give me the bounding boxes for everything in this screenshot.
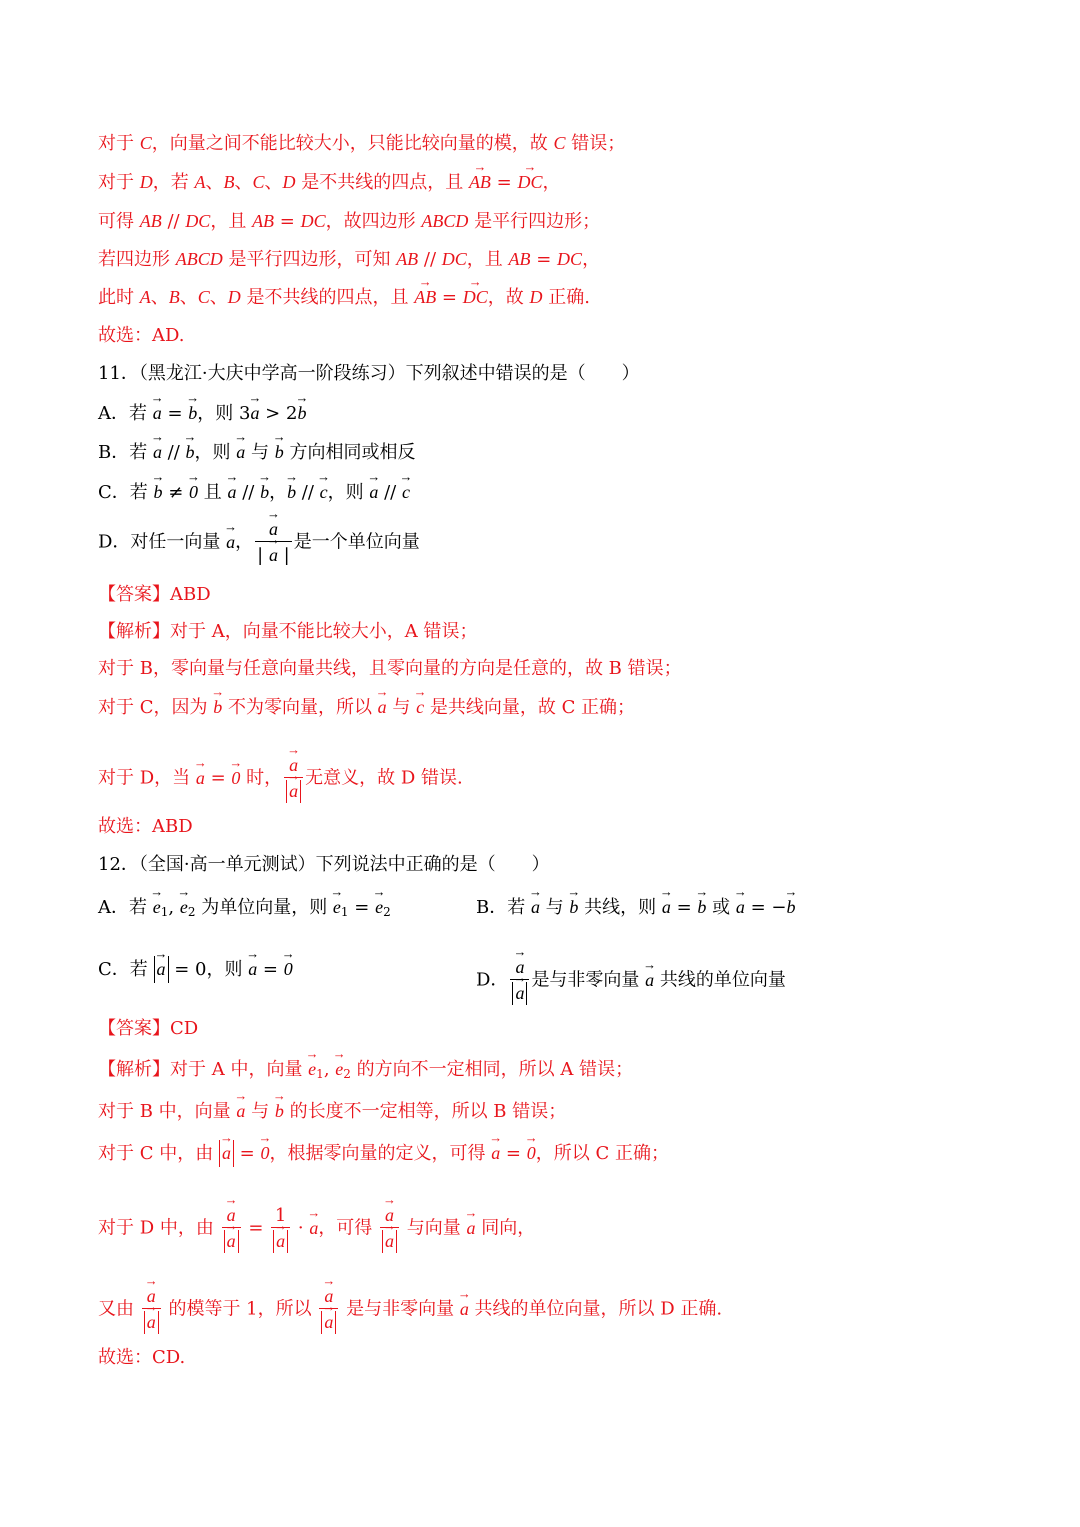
option-a: A．若 → a = → b，则 3→ a > 2→ b (98, 400, 306, 427)
analysis-line (98, 619, 477, 645)
option-c: C．若 → b ≠ → 0 且 → a // → b，→ b // → c，则 → a // → c (98, 479, 410, 506)
option-d: D．对任一向量 → a， → $\frac{a}{| \to a |}$ 是一个单位向量 (98, 518, 420, 567)
explanation-line: 若四边形 ABCD 是平行四边形，可知 AB // DC，且 AB = DC， (98, 249, 601, 270)
explanation-line: 对于 D，若 A、B、C、D 是不共线的四点，且 → AB = → DC， (98, 169, 560, 196)
explanation-line: 又由 → a → a 的模等于 1，所以 → a → a 是与非零向量 → a 共线的单位向量，所以 D 正确. (98, 1285, 722, 1334)
explanation-line: 此时 A、B、C、D 是不共线的四点，且 → AB = → DC，故 D 正确. (98, 284, 590, 311)
answer-line (98, 582, 211, 608)
final-choice: 故选：CD. (98, 1347, 186, 1368)
answer-tag: 【答案】 (98, 584, 170, 605)
option-d: D． → a → a 是与非零向量 → a 共线的单位向量 (476, 956, 786, 1005)
final-choice: 故选：AD. (98, 325, 185, 346)
explanation-line: 对于 D，当 → a = → 0 时， → a → a 无意义，故 D 错误. (98, 754, 463, 803)
answer-line (98, 1016, 198, 1042)
option-b: B．若 → a // → b，则 → a 与 → b 方向相同或相反 (98, 439, 415, 466)
explanation-line: 对于 B 中，向量 → a 与 → b 的长度不一定相等，所以 B 错误； (98, 1098, 566, 1125)
explanation-line: 对于 C 中，由 → a = → 0，根据零向量的定义，可得 → a = → 0，所以 C 正确； (98, 1140, 669, 1167)
analysis-tag: 【解析】 (98, 621, 170, 642)
explanation-line: 对于 D 中，由 → a → a = 1 → a · → a，可得 → a → a 与向量 → a 同向， (98, 1204, 535, 1253)
explanation-line: 可得 AB // DC，且 AB = DC，故四边形 ABCD 是平行四边形； (98, 211, 601, 232)
option-c: C．若 → a = 0，则 → a = → 0 (98, 956, 293, 983)
answer-value: CD (170, 1018, 199, 1039)
answer-value: ABD (170, 584, 211, 605)
explanation-text: 对于 A，向量不能比较大小，A 错误； (170, 621, 478, 642)
analysis-tag: 【解析】 (98, 1059, 170, 1080)
final-choice: 故选：ABD (98, 816, 193, 837)
explanation-line: 对于 C，因为 → b 不为零向量，所以 → a 与 → c 是共线向量，故 C 正确； (98, 694, 635, 721)
option-a: A．若 → $e_1$, → $e_2$ 为单位向量，则 → $e_1$ = → $e_2$ (98, 894, 391, 925)
answer-tag: 【答案】 (98, 1018, 170, 1039)
explanation-line: 对于 B，零向量与任意向量共线，且零向量的方向是任意的，故 B 错误； (98, 658, 682, 679)
question-stem: 12．（全国·高一单元测试）下列说法中正确的是（ ） (98, 854, 550, 875)
explanation-line: 对于 C，向量之间不能比较大小，只能比较向量的模，故 C 错误； (98, 133, 626, 154)
option-b: B．若 → a 与 → b 共线，则 → a = → b 或 → a = −→ b (476, 894, 795, 921)
analysis-line: 【解析】对于 A 中，向量 → $e_1$, → $e_2$ 的方向不一定相同，所以 A 错误； (98, 1056, 633, 1087)
question-stem: 11．（黑龙江·大庆中学高一阶段练习）下列叙述中错误的是（ ） (98, 363, 640, 384)
